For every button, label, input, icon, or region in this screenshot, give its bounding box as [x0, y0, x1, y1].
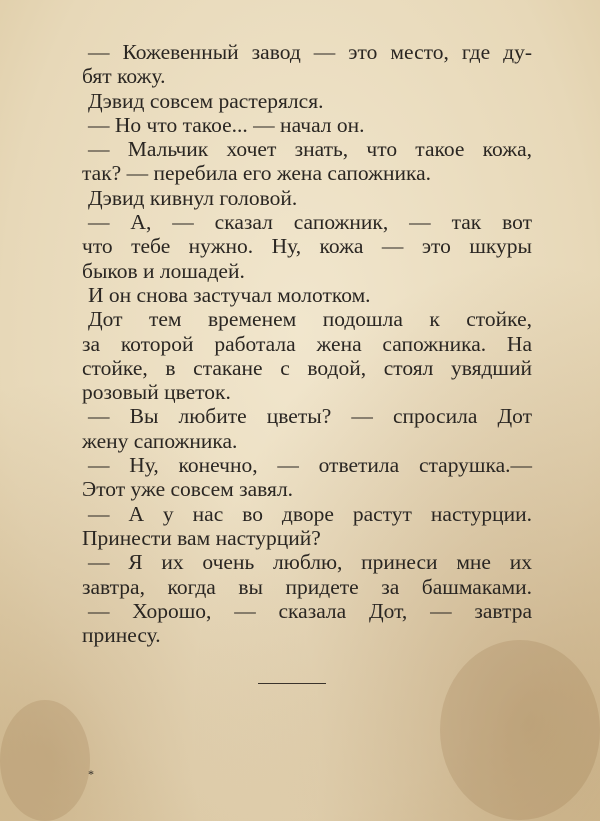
text-line: — Но что такое... — начал он.: [88, 112, 365, 137]
text-line: Дот тем временем подошла к стойке,: [88, 307, 532, 332]
end-of-chapter-rule: [258, 683, 326, 684]
text-line: — Ну, конечно, — ответила старушка.—: [88, 453, 532, 478]
page-text: [82, 40, 532, 647]
text-line: бят кожу.: [82, 64, 166, 89]
footer-mark: *: [88, 767, 94, 781]
text-line: — Хорошо, — сказала Дот, — завтра: [88, 598, 532, 623]
paper-stain: [0, 700, 90, 821]
text-line: быков и лошадей.: [82, 258, 245, 283]
text-line: принесу.: [82, 623, 161, 648]
text-line: что тебе нужно. Ну, кожа — это шкуры: [82, 234, 532, 259]
text-line: розовый цветок.: [82, 380, 231, 405]
text-line: — Мальчик хочет знать, что такое кожа,: [88, 137, 532, 162]
text-line: — Я их очень люблю, принеси мне их: [88, 550, 532, 575]
text-line: — Кожевенный завод — это место, где ду-: [88, 40, 532, 64]
text-line: Принести вам настурций?: [82, 525, 321, 550]
text-line: — А у нас во дворе растут настурции.: [88, 501, 532, 526]
text-line: жену сапожника.: [82, 428, 238, 453]
text-line: Дэвид кивнул головой.: [88, 185, 298, 210]
text-line: — А, — сказал сапожник, — так вот: [88, 210, 532, 235]
text-line: завтра, когда вы придете за башмаками.: [82, 574, 532, 599]
text-line: так? — перебила его жена сапожника.: [82, 161, 432, 186]
paper-stain: [440, 640, 600, 820]
text-line: за которой работала жена сапожника. На: [82, 331, 532, 356]
text-line: стойке, в стакане с водой, стоял увядший: [82, 355, 532, 380]
text-line: И он снова застучал молотком.: [88, 282, 371, 307]
text-line: — Вы любите цветы? — спросила Дот: [88, 404, 532, 429]
text-line: Дэвид совсем растерялся.: [88, 88, 324, 113]
text-line: Этот уже совсем завял.: [82, 477, 294, 502]
